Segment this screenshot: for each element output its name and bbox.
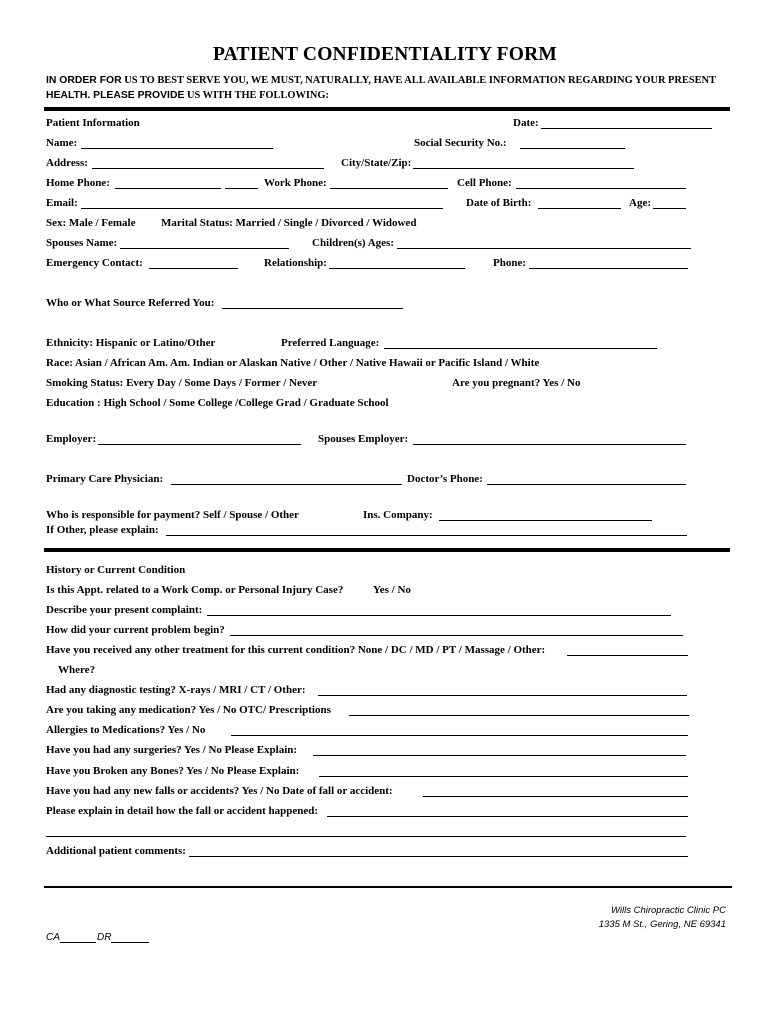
broken-bones-field[interactable]	[319, 765, 688, 777]
where-label: Where?	[58, 664, 96, 676]
referred-label: Who or What Source Referred You:	[46, 297, 215, 309]
name-field[interactable]	[81, 137, 273, 149]
spouses-employer-field[interactable]	[413, 433, 686, 445]
footer-divider	[44, 886, 732, 888]
broken-bones-options[interactable]: Have you Broken any Bones? Yes / No Please Explain:	[46, 765, 300, 777]
diagnostic-options[interactable]: Had any diagnostic testing? X-rays / MRI / CT / Other:	[46, 684, 306, 696]
date-field[interactable]	[541, 117, 712, 129]
referred-field[interactable]	[222, 297, 403, 309]
emergency-phone-field[interactable]	[529, 257, 688, 269]
race-options[interactable]: Race: Asian / African Am. Am. Indian or Alaskan Native / Other / Native Hawaii or Pacific Island / White	[46, 357, 540, 369]
relationship-field[interactable]	[329, 257, 465, 269]
diagnostic-field[interactable]	[318, 684, 687, 696]
other-treatment-field[interactable]	[567, 644, 688, 656]
doctors-phone-label: Doctor’s Phone:	[407, 473, 483, 485]
email-field[interactable]	[81, 197, 443, 209]
fall-detail-label: Please explain in detail how the fall or accident happened:	[46, 805, 319, 817]
address-label: Address:	[46, 157, 88, 169]
language-label: Preferred Language:	[281, 337, 380, 349]
emergency-phone-label: Phone:	[493, 257, 526, 269]
other-treatment-options[interactable]: Have you received any other treatment for this current condition? None / DC / MD / PT / Massage / Other:	[46, 644, 546, 656]
education-options[interactable]: Education : High School / Some College /College Grad / Graduate School	[46, 397, 389, 409]
begin-label: How did your current problem begin?	[46, 624, 225, 636]
intro-part-2: US TO BEST SERVE YOU, WE MUST, NATURALLY, HAVE ALL AVAILABLE INFORMATION REGARDING YOUR PRESENT	[121, 75, 716, 86]
email-label: Email:	[46, 197, 78, 209]
ins-company-label: Ins. Company:	[363, 509, 433, 521]
home-phone-label: Home Phone:	[46, 177, 110, 189]
sex-options[interactable]: Sex: Male / Female	[46, 217, 136, 229]
date-label: Date:	[513, 117, 539, 129]
pcp-label: Primary Care Physician:	[46, 473, 164, 485]
marital-status-options[interactable]: Marital Status: Married / Single / Divorced / Widowed	[161, 217, 417, 229]
ssn-label: Social Security No.:	[414, 137, 507, 149]
ca-field[interactable]	[60, 931, 96, 943]
pregnant-options[interactable]: Are you pregnant? Yes / No	[452, 377, 581, 389]
cell-phone-label: Cell Phone:	[457, 177, 512, 189]
doctors-phone-field[interactable]	[487, 473, 686, 485]
children-ages-field[interactable]	[397, 237, 691, 249]
surgeries-options[interactable]: Have you had any surgeries? Yes / No Please Explain:	[46, 744, 298, 756]
complaint-label: Describe your present complaint:	[46, 604, 203, 616]
fall-detail-field-line-2[interactable]	[46, 825, 686, 837]
children-ages-label: Children(s) Ages:	[312, 237, 394, 249]
dr-label: DR	[97, 932, 112, 943]
age-field[interactable]	[653, 197, 686, 209]
age-label: Age:	[629, 197, 651, 209]
dob-field[interactable]	[538, 197, 621, 209]
intro-part-5: US WITH THE FOLLOWING:	[184, 90, 329, 101]
if-other-label: If Other, please explain:	[46, 524, 159, 536]
falls-options[interactable]: Have you had any new falls or accidents? Yes / No Date of fall or accident:	[46, 785, 393, 797]
fall-detail-field[interactable]	[327, 805, 688, 817]
intro-part-1: IN ORDER FOR	[46, 75, 122, 86]
work-phone-label: Work Phone:	[264, 177, 327, 189]
language-field[interactable]	[384, 337, 657, 349]
clinic-address: 1335 M St., Gering, NE 69341	[598, 919, 726, 930]
falls-date-field[interactable]	[423, 785, 688, 797]
begin-field[interactable]	[230, 624, 683, 636]
name-label: Name:	[46, 137, 78, 149]
intro-part-4: PLEASE PROVIDE	[90, 90, 185, 101]
work-comp-options[interactable]: Yes / No	[373, 584, 411, 596]
dr-field[interactable]	[111, 931, 149, 943]
comments-label: Additional patient comments:	[46, 845, 186, 857]
work-comp-question: Is this Appt. related to a Work Comp. or Personal Injury Case?	[46, 584, 344, 596]
section-divider	[44, 107, 730, 111]
clinic-name: Wills Chiropractic Clinic PC	[611, 905, 726, 916]
medication-options[interactable]: Are you taking any medication? Yes / No OTC/ Prescriptions	[46, 704, 331, 716]
relationship-label: Relationship:	[264, 257, 327, 269]
address-field[interactable]	[92, 157, 324, 169]
employer-field[interactable]	[98, 433, 301, 445]
ca-label: CA	[46, 932, 60, 943]
if-other-field[interactable]	[166, 524, 687, 536]
complaint-field[interactable]	[207, 604, 671, 616]
history-heading: History or Current Condition	[46, 564, 186, 576]
city-label: City/State/Zip:	[341, 157, 412, 169]
city-field[interactable]	[413, 157, 634, 169]
employer-label: Employer:	[46, 433, 97, 445]
section-divider	[44, 548, 730, 552]
payment-options[interactable]: Who is responsible for payment? Self / Spouse / Other	[46, 509, 299, 521]
ins-company-field[interactable]	[439, 509, 652, 521]
smoking-options[interactable]: Smoking Status: Every Day / Some Days / Former / Never	[46, 377, 318, 389]
allergies-field[interactable]	[231, 724, 688, 736]
intro-text	[46, 73, 736, 103]
emergency-contact-field[interactable]	[149, 257, 238, 269]
intro-part-3: HEALTH.	[46, 90, 91, 101]
emergency-contact-label: Emergency Contact:	[46, 257, 143, 269]
spouses-employer-label: Spouses Employer:	[318, 433, 409, 445]
home-phone-field[interactable]	[115, 177, 221, 189]
medication-field[interactable]	[349, 704, 689, 716]
home-phone-ext-field[interactable]	[225, 177, 258, 189]
ethnicity-options[interactable]: Ethnicity: Hispanic or Latino/Other	[46, 337, 216, 349]
dob-label: Date of Birth:	[466, 197, 532, 209]
pcp-field[interactable]	[171, 473, 402, 485]
work-phone-field[interactable]	[330, 177, 448, 189]
spouses-name-field[interactable]	[120, 237, 289, 249]
comments-field[interactable]	[189, 845, 688, 857]
surgeries-field[interactable]	[313, 744, 686, 756]
form-title: PATIENT CONFIDENTIALITY FORM	[213, 44, 557, 65]
ssn-field[interactable]	[520, 137, 625, 149]
patient-info-heading: Patient Information	[46, 117, 140, 129]
spouses-name-label: Spouses Name:	[46, 237, 118, 249]
allergies-options[interactable]: Allergies to Medications? Yes / No	[46, 724, 206, 736]
cell-phone-field[interactable]	[516, 177, 686, 189]
